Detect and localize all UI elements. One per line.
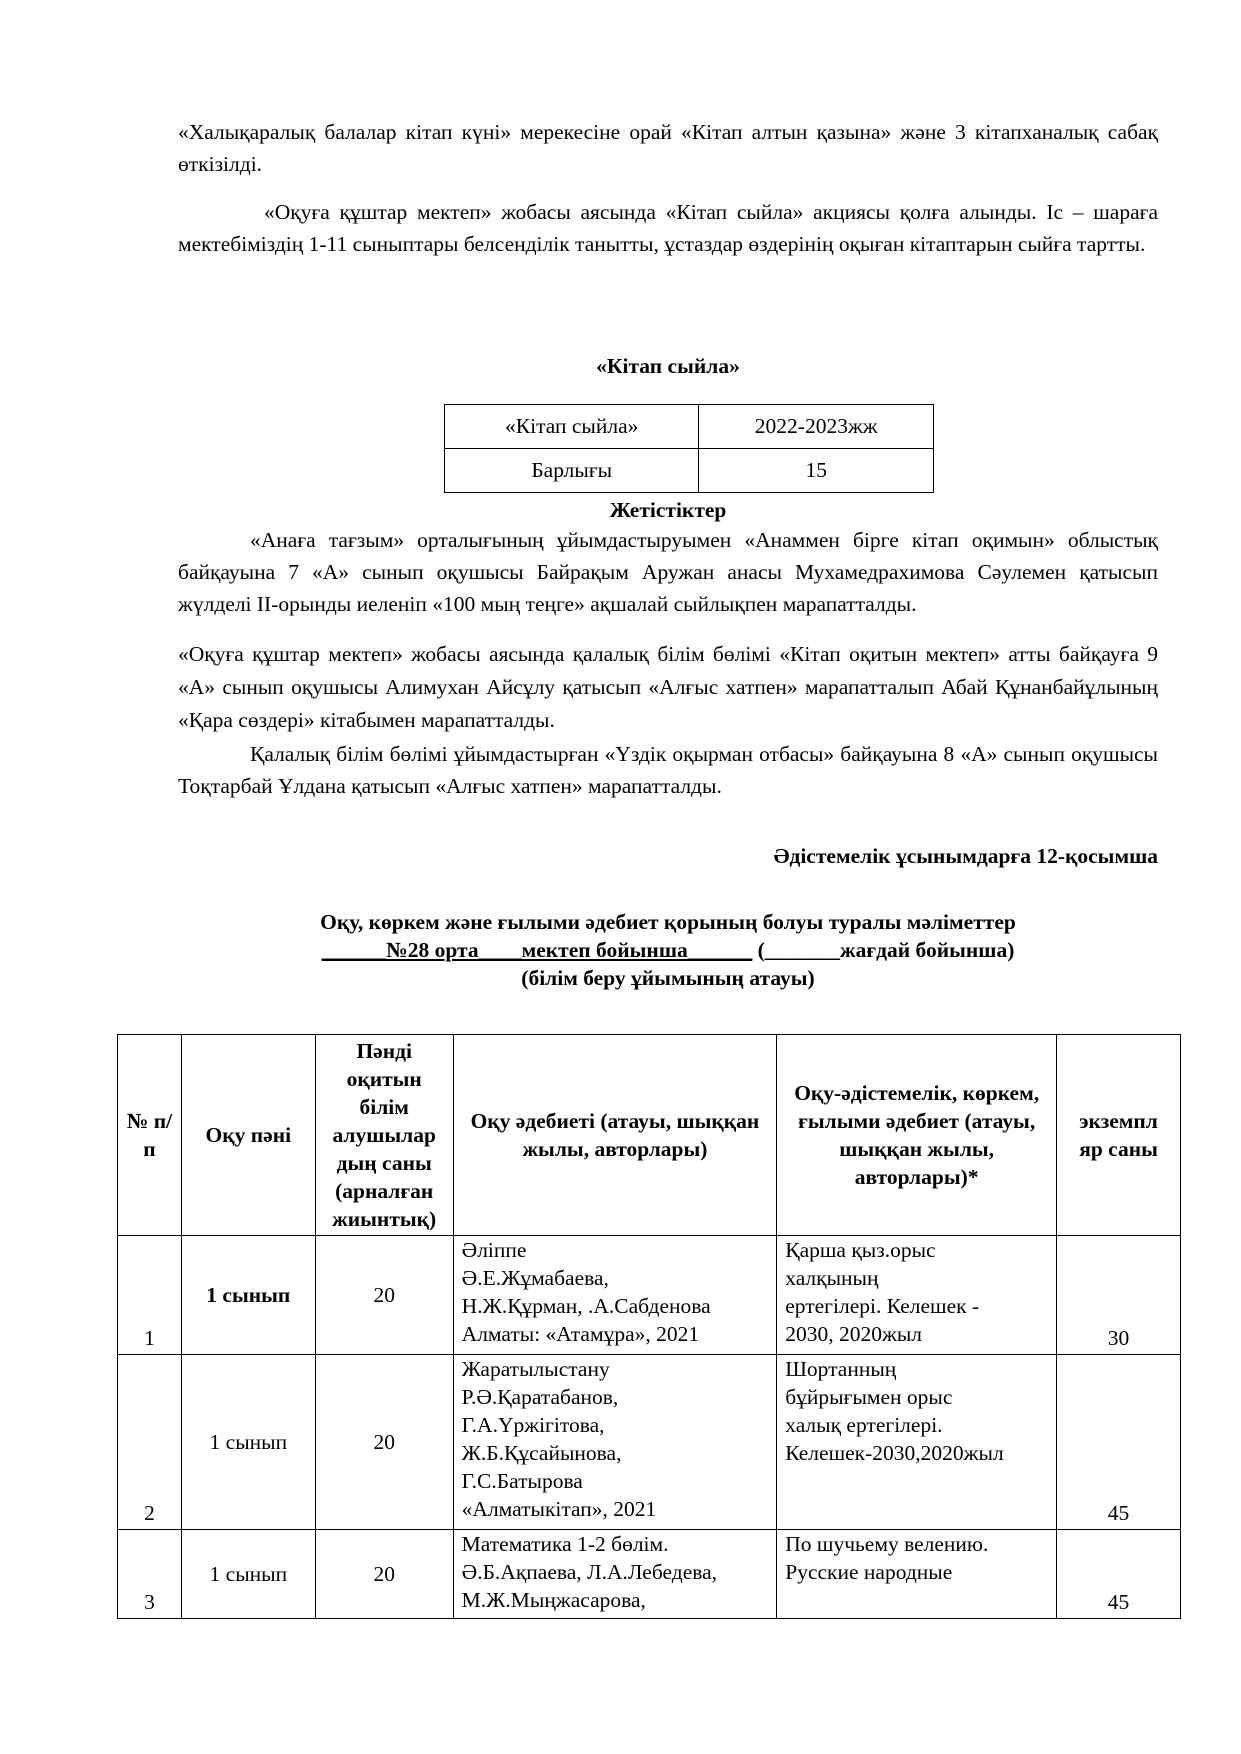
- row-num: 1: [118, 1236, 182, 1355]
- literature-line: Шортанның: [785, 1357, 897, 1381]
- gift-table-cell: 15: [699, 449, 934, 493]
- literature-line: халқының: [785, 1266, 879, 1290]
- row-num: 3: [118, 1530, 182, 1619]
- textbook-line: Г.А.Үржігітова,: [461, 1413, 605, 1437]
- textbook-line: «Алматыкітап», 2021: [461, 1497, 657, 1521]
- header-num: № п/п: [118, 1035, 182, 1236]
- gift-table-cell: 2022-2023жж: [699, 405, 934, 449]
- row-literature: [777, 1236, 1057, 1355]
- textbook-line: Әліппе: [461, 1238, 527, 1262]
- appendix-label: Әдістемелік ұсынымдарға 12-қосымша: [773, 844, 1158, 868]
- header-subject: Оқу пәні: [181, 1035, 315, 1236]
- textbook-line: Ж.Б.Құсайынова,: [461, 1441, 622, 1465]
- literature-line: Қарша қыз.орыс: [785, 1238, 936, 1262]
- school-name: ______№28 орта____мектеп бойынша______: [321, 938, 753, 962]
- textbook-line: Математика 1-2 бөлім.: [461, 1532, 669, 1556]
- row-copies: 45: [1057, 1355, 1181, 1530]
- literature-line: халық ертегілері.: [785, 1413, 943, 1437]
- paragraph-reading-school: «Оқуға құштар мектеп» жобасы аясында қалалық білім бөлімі «Кітап оқитын мектеп» атты байқауға 9 «А» сынып оқушысы Алимухан Айсұлу қатысып «Алғыс хатпен» марапатталып Абай Құнанбайұлының «Қара сөздері» кітабымен марапатталды.: [178, 642, 1158, 732]
- header-textbook: Оқу әдебиеті (атауы, шыққан жылы, авторлары): [453, 1035, 777, 1236]
- date-note: (_______жағдай бойынша): [757, 938, 1015, 962]
- header-literature: Оқу-әдістемелік, көркем, ғылыми әдебиет (атауы, шыққан жылы, авторлары)*: [777, 1035, 1057, 1236]
- table-row: [118, 1355, 1181, 1530]
- row-students: 20: [315, 1236, 453, 1355]
- row-subject: 1 сынып: [181, 1236, 315, 1355]
- row-textbook: [453, 1530, 777, 1619]
- row-students: 20: [315, 1530, 453, 1619]
- literature-table: [117, 1034, 1181, 1619]
- literature-line: По шучьему велению.: [785, 1532, 989, 1556]
- gift-table: [444, 404, 934, 493]
- textbook-line: Ә.Е.Жұмабаева,: [461, 1266, 609, 1290]
- paragraph-mother-contest: «Анаға тағзым» орталығының ұйымдастыруымен «Анаммен бірге кітап оқимын» облыстық байқауына 7 «А» сынып оқушысы Байрақым Аружан анасы Мухамедрахимова Сәулемен қатысып жүлделі ІІ-орынды иеленіп «100 мың теңге» ақшалай сыйлықпен марапатталды.: [178, 528, 1158, 616]
- row-copies: 45: [1057, 1530, 1181, 1619]
- literature-line: 2030, 2020жыл: [785, 1322, 923, 1346]
- textbook-line: Жаратылыстану: [461, 1357, 610, 1381]
- gift-section-title: «Кітап сыйла»: [596, 354, 740, 378]
- literature-line: Келешек-2030,2020жыл: [785, 1441, 1004, 1465]
- row-num: 2: [118, 1355, 182, 1530]
- textbook-line: Ә.Б.Ақпаева, Л.А.Лебедева,: [461, 1560, 718, 1584]
- table-header-row: [118, 1035, 1181, 1236]
- literature-line: бұйрығымен орыс: [785, 1385, 953, 1409]
- row-literature: [777, 1355, 1057, 1530]
- textbook-line: Алматы: «Атамұра», 2021: [461, 1322, 700, 1346]
- gift-table-cell: Барлығы: [445, 449, 699, 493]
- report-title-line1: Оқу, көркем және ғылыми әдебиет қорының болуы туралы мәліметтер: [320, 910, 1016, 934]
- textbook-line: Г.С.Батырова: [461, 1469, 583, 1493]
- row-textbook: [453, 1355, 777, 1530]
- paragraph-book-day: «Халықаралық балалар кітап күні» мерекесіне орай «Кітап алтын қазына» және 3 кітапханалық сабақ өткізілді.: [178, 120, 1158, 176]
- row-copies: 30: [1057, 1236, 1181, 1355]
- header-students: Пәнді оқитын білім алушылар дың саны (арналған жиынтық): [315, 1035, 453, 1236]
- textbook-line: Н.Ж.Құрман, .А.Сабденова: [461, 1294, 711, 1318]
- achievements-title: Жетістіктер: [609, 498, 727, 522]
- gift-table-row: [445, 449, 934, 493]
- report-title-line3: (білім беру ұйымының атауы): [521, 966, 815, 990]
- table-row: [118, 1236, 1181, 1355]
- textbook-line: М.Ж.Мыңжасарова,: [461, 1588, 646, 1612]
- literature-line: Русские народные: [785, 1560, 953, 1584]
- textbook-line: Р.Ә.Қаратабанов,: [461, 1385, 619, 1409]
- header-copies: экземпл яр саны: [1057, 1035, 1181, 1236]
- gift-table-cell: «Кітап сыйла»: [445, 405, 699, 449]
- literature-line: ертегілері. Келешек -: [785, 1294, 980, 1318]
- paragraph-gift-campaign: «Оқуға құштар мектеп» жобасы аясында «Кітап сыйла» акциясы қолға алынды. Іс – шараға мектебіміздің 1-11 сыныптары белсенділік танытты, ұстаздар өздерінің оқыған кітаптарын сыйға тартты.: [178, 200, 1158, 256]
- row-subject: 1 сынып: [181, 1355, 315, 1530]
- report-title-line2: [178, 936, 1158, 964]
- row-textbook: [453, 1236, 777, 1355]
- report-title: [178, 908, 1158, 992]
- gift-table-row: [445, 405, 934, 449]
- paragraph-best-reader: Қалалық білім бөлімі ұйымдастырған «Үздік оқырман отбасы» байқауына 8 «А» сынып оқушысы Тоқтарбай Ұлдана қатысып «Алғыс хатпен» марапатталды.: [178, 742, 1158, 798]
- row-students: 20: [315, 1355, 453, 1530]
- row-subject: 1 сынып: [181, 1530, 315, 1619]
- row-literature: [777, 1530, 1057, 1619]
- table-row: [118, 1530, 1181, 1619]
